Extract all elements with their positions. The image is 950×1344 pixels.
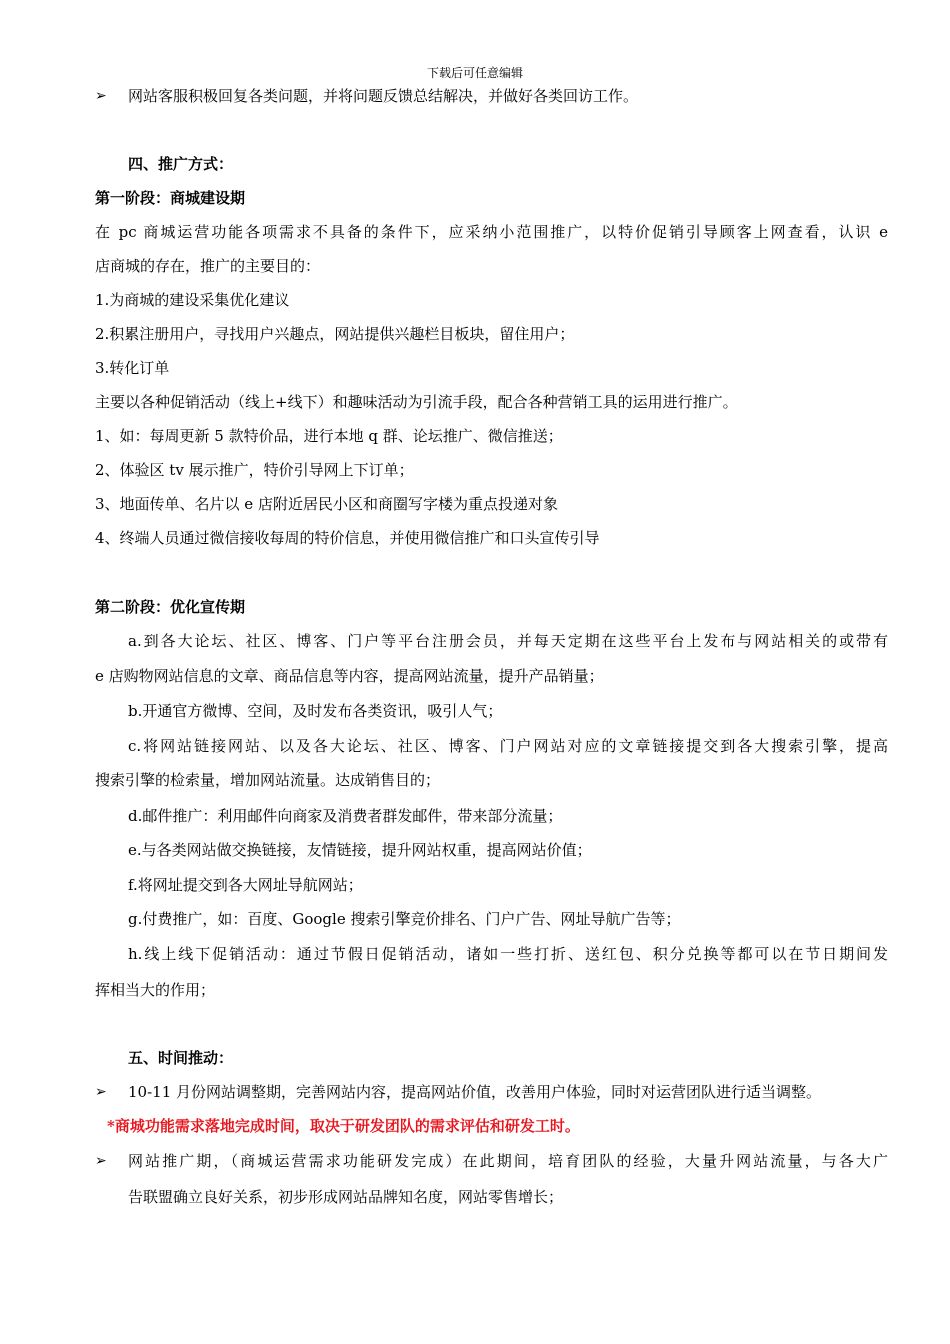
phase1-method-2: 2、体验区 tv 展示推广，特价引导网上下订单；	[95, 461, 414, 479]
phase2-item-h-line2: 挥相当大的作用；	[95, 981, 216, 999]
phase2-item-d: d.邮件推广：利用邮件向商家及消费者群发邮件，带来部分流量；	[128, 807, 563, 825]
phase2-item-e: e.与各类网站做交换链接，友情链接，提升网站权重，提高网站价值；	[128, 841, 592, 859]
phase1-method-1: 1、如：每周更新 5 款特价品，进行本地 q 群、论坛推广、微信推送；	[95, 427, 563, 445]
bullet-arrow-icon: ➢	[95, 1084, 107, 1100]
phase2-item-f: f.将网址提交到各大网址导航网站；	[128, 876, 363, 894]
phase1-goal-1: 1.为商城的建设采集优化建议	[95, 291, 290, 309]
phase1-goal-3: 3.转化订单	[95, 359, 170, 377]
phase2-item-g: g.付费推广，如：百度、Google 搜索引擎竞价排名、门户广告、网址导航广告等；	[128, 910, 681, 928]
section5-red-note: *商城功能需求落地完成时间，取决于研发团队的需求评估和研发工时。	[107, 1117, 580, 1135]
phase1-title: 第一阶段：商城建设期	[95, 189, 246, 207]
phase2-title: 第二阶段：优化宣传期	[95, 598, 246, 616]
phase2-item-a-line2: e 店购物网站信息的文章、商品信息等内容，提高网站流量，提升产品销量；	[95, 667, 604, 685]
bullet-arrow-icon: ➢	[95, 88, 107, 104]
phase2-item-h-line1: h.线上线下促销活动：通过节假日促销活动，诸如一些打折、送红包、积分兑换等都可以在节日期间发	[128, 945, 888, 963]
phase2-item-b: b.开通官方微博、空间，及时发布各类资讯，吸引人气；	[128, 702, 503, 720]
phase1-method-3: 3、地面传单、名片以 e 店附近居民小区和商圈写字楼为重点投递对象	[95, 495, 558, 513]
section5-title: 五、时间推动：	[128, 1049, 234, 1067]
phase2-item-a-line1: a.到各大论坛、社区、博客、门户等平台注册会员，并每天定期在这些平台上发布与网站相关的或带有	[128, 632, 888, 650]
section5-bullet2-line2: 告联盟确立良好关系，初步形成网站品牌知名度，网站零售增长；	[128, 1188, 564, 1206]
phase1-paragraph-line1: 在 pc 商城运营功能各项需求不具备的条件下，应采纳小范围推广，以特价促销引导顾客上网查看，认识 e	[95, 223, 888, 241]
phase1-goal-2: 2.积累注册用户，寻找用户兴趣点，网站提供兴趣栏目板块，留住用户；	[95, 325, 575, 343]
phase2-item-c-line2: 搜索引擎的检索量，增加网站流量。达成销售目的；	[95, 771, 441, 789]
phase2-item-c-line1: c.将网站链接网站、以及各大论坛、社区、博客、门户网站对应的文章链接提交到各大搜索引擎，提高	[128, 737, 888, 755]
bullet-arrow-icon: ➢	[95, 1153, 107, 1169]
intro-bullet-text: 网站客服积极回复各类问题，并将问题反馈总结解决，并做好各类回访工作。	[128, 87, 639, 105]
section5-bullet2-line1: 网站推广期，（商城运营需求功能研发完成）在此期间，培育团队的经验，大量升网站流量，与各大广	[128, 1152, 888, 1170]
phase1-method-intro: 主要以各种促销活动（线上+线下）和趣味活动为引流手段，配合各种营销工具的运用进行推广。	[95, 393, 738, 411]
phase1-method-4: 4、终端人员通过微信接收每周的特价信息，并使用微信推广和口头宣传引导	[95, 529, 600, 547]
page-header: 下载后可任意编辑	[426, 66, 523, 80]
phase1-paragraph-line2: 店商城的存在，推广的主要目的：	[95, 257, 321, 275]
section5-bullet1-text: 10-11 月份网站调整期，完善网站内容，提高网站价值，改善用户体验，同时对运营团队进行适当调整。	[128, 1083, 822, 1101]
section4-title: 四、推广方式：	[128, 155, 234, 173]
